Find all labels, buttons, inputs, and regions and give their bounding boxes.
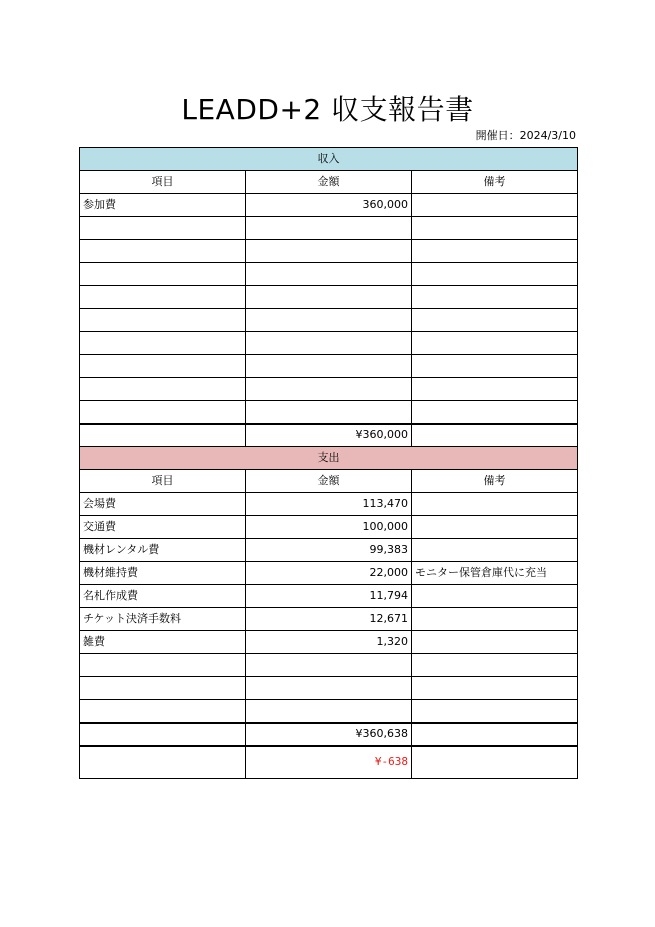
expense-total-note xyxy=(412,723,578,746)
income-item xyxy=(80,286,246,309)
income-note xyxy=(412,401,578,424)
expense-note xyxy=(412,516,578,539)
expense-note xyxy=(412,608,578,631)
income-amount xyxy=(246,240,412,263)
income-row xyxy=(80,240,578,263)
expense-row xyxy=(80,677,578,700)
income-amount xyxy=(246,378,412,401)
expense-item: 交通費 xyxy=(80,516,246,539)
expense-row xyxy=(80,516,578,539)
expense-amount: 11,794 xyxy=(246,585,412,608)
expense-amount: 100,000 xyxy=(246,516,412,539)
income-amount: 360,000 xyxy=(246,194,412,217)
income-header-note: 備考 xyxy=(412,171,578,194)
expense-total-row xyxy=(80,723,578,746)
expense-row xyxy=(80,700,578,723)
income-note xyxy=(412,263,578,286)
income-amount xyxy=(246,263,412,286)
expense-item xyxy=(80,677,246,700)
expense-header-item: 項目 xyxy=(80,470,246,493)
income-amount xyxy=(246,332,412,355)
expense-row xyxy=(80,608,578,631)
income-row xyxy=(80,309,578,332)
income-row xyxy=(80,194,578,217)
expense-amount xyxy=(246,700,412,723)
income-item xyxy=(80,240,246,263)
expense-item: チケット決済手数料 xyxy=(80,608,246,631)
expense-row xyxy=(80,654,578,677)
expense-section-header xyxy=(80,447,578,470)
income-amount xyxy=(246,286,412,309)
expense-item xyxy=(80,654,246,677)
expense-note xyxy=(412,585,578,608)
expense-amount: 1,320 xyxy=(246,631,412,654)
expense-header-note: 備考 xyxy=(412,470,578,493)
income-item xyxy=(80,355,246,378)
income-note xyxy=(412,355,578,378)
balance-label xyxy=(80,746,246,779)
expense-note xyxy=(412,654,578,677)
expense-amount xyxy=(246,654,412,677)
income-amount xyxy=(246,217,412,240)
income-row xyxy=(80,263,578,286)
income-row xyxy=(80,286,578,309)
expense-note xyxy=(412,539,578,562)
expense-header-amount: 金額 xyxy=(246,470,412,493)
balance-amount: ¥-638 xyxy=(246,746,412,779)
expense-row xyxy=(80,493,578,516)
expense-item xyxy=(80,700,246,723)
income-row xyxy=(80,378,578,401)
income-row xyxy=(80,401,578,424)
income-section-label: 収入 xyxy=(80,148,578,171)
income-amount xyxy=(246,309,412,332)
expense-note xyxy=(412,631,578,654)
report-table-body xyxy=(80,148,578,779)
expense-row xyxy=(80,562,578,585)
expense-amount: 113,470 xyxy=(246,493,412,516)
income-note xyxy=(412,332,578,355)
income-note xyxy=(412,194,578,217)
income-total-note xyxy=(412,424,578,447)
expense-note xyxy=(412,700,578,723)
event-date: 開催日：2024/3/10 xyxy=(475,129,576,142)
income-item xyxy=(80,217,246,240)
expense-item: 会場費 xyxy=(80,493,246,516)
income-item: 参加費 xyxy=(80,194,246,217)
income-note xyxy=(412,217,578,240)
income-row xyxy=(80,217,578,240)
expense-row xyxy=(80,585,578,608)
balance-note xyxy=(412,746,578,779)
income-note xyxy=(412,378,578,401)
income-total-row xyxy=(80,424,578,447)
income-item xyxy=(80,309,246,332)
expense-amount: 12,671 xyxy=(246,608,412,631)
income-total-label xyxy=(80,424,246,447)
income-amount xyxy=(246,401,412,424)
income-total: ¥360,000 xyxy=(246,424,412,447)
income-amount xyxy=(246,355,412,378)
income-note xyxy=(412,309,578,332)
expense-total: ¥360,638 xyxy=(246,723,412,746)
income-note xyxy=(412,286,578,309)
income-item xyxy=(80,263,246,286)
expense-note: モニター保管倉庫代に充当 xyxy=(412,562,578,585)
expense-note xyxy=(412,493,578,516)
expense-amount: 99,383 xyxy=(246,539,412,562)
expense-row xyxy=(80,539,578,562)
income-section-header xyxy=(80,148,578,171)
income-row xyxy=(80,355,578,378)
expense-amount: 22,000 xyxy=(246,562,412,585)
expense-column-headers xyxy=(80,470,578,493)
expense-amount xyxy=(246,677,412,700)
expense-note xyxy=(412,677,578,700)
expense-row xyxy=(80,631,578,654)
report-title: LEADD+2 収支報告書 xyxy=(181,93,474,126)
income-item xyxy=(80,378,246,401)
expense-total-label xyxy=(80,723,246,746)
expense-section-label: 支出 xyxy=(80,447,578,470)
income-row xyxy=(80,332,578,355)
expense-item: 雑費 xyxy=(80,631,246,654)
expense-item: 機材維持費 xyxy=(80,562,246,585)
income-note xyxy=(412,240,578,263)
report-table xyxy=(79,147,578,779)
income-column-headers xyxy=(80,171,578,194)
income-header-amount: 金額 xyxy=(246,171,412,194)
expense-item: 名札作成費 xyxy=(80,585,246,608)
income-item xyxy=(80,401,246,424)
income-item xyxy=(80,332,246,355)
expense-item: 機材レンタル費 xyxy=(80,539,246,562)
balance-row xyxy=(80,746,578,779)
income-header-item: 項目 xyxy=(80,171,246,194)
